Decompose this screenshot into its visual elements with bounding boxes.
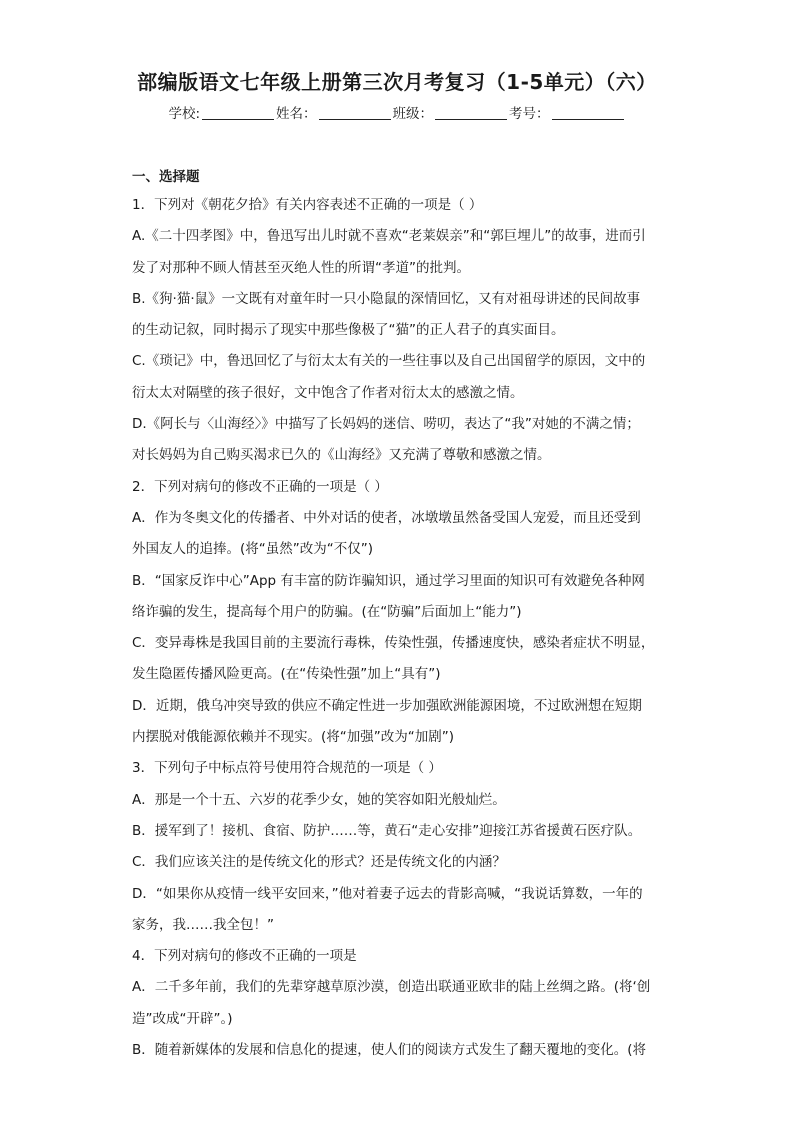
text-line: 4．下列对病句的修改不正确的一项是 xyxy=(132,948,357,965)
text-line: 2．下列对病句的修改不正确的一项是（ ） xyxy=(132,478,388,495)
text-line: B．“国家反诈中心”App 有丰富的防诈骗知识，通过学习里面的知识可有效避免各种网 xyxy=(132,572,645,589)
text-line: A．作为冬奥文化的传播者、中外对话的使者，冰墩墩虽然备受国人宠爱，而且还受到 xyxy=(132,509,641,526)
exam-number-label: 考号： xyxy=(509,106,550,122)
text-line: C.《琐记》中，鲁迅回忆了与衍太太有关的一些往事以及自己出国留学的原因，文中的 xyxy=(132,353,646,370)
text-line: 造”改成“开辟”。) xyxy=(132,1010,233,1027)
question-body xyxy=(132,166,672,1066)
text-line: 的生动记叙，同时揭示了现实中那些像极了“猫”的正人君子的真实面目。 xyxy=(132,322,565,339)
student-info-row xyxy=(0,102,794,122)
text-line: 3．下列句子中标点符号使用符合规范的一项是（ ） xyxy=(132,760,442,777)
text-line: 内摆脱对俄能源依赖并不现实。(将“加强”改为“加剧”) xyxy=(132,729,455,746)
text-line: 1．下列对《朝花夕拾》有关内容表述不正确的一项是（ ） xyxy=(132,197,483,213)
text-line: 发生隐匿传播风险更高。(在“传染性强”加上“具有”) xyxy=(132,666,441,683)
section-heading: 一、选择题 xyxy=(132,169,200,185)
school-blank xyxy=(202,105,274,120)
text-line: 络诈骗的发生，提高每个用户的防骗。(在“防骗”后面加上“能力”) xyxy=(132,603,522,620)
name-blank xyxy=(319,105,391,120)
text-line: A．二千多年前，我们的先辈穿越草原沙漠，创造出联通亚欧非的陆上丝绸之路。(将‘创 xyxy=(132,979,651,996)
text-line: D．“如果你从疫情一线平安回来，”他对着妻子远去的背影高喊，“我说话算数，一年的 xyxy=(132,885,643,902)
text-line: C．我们应该关注的是传统文化的形式？还是传统文化的内涵？ xyxy=(132,854,506,871)
text-line: C．变异毒株是我国目前的主要流行毒株，传染性强，传播速度快，感染者症状不明显， xyxy=(132,635,655,652)
exam-number-blank xyxy=(552,105,624,120)
text-line: B．随着新媒体的发展和信息化的提速，使人们的阅读方式发生了翻天覆地的变化。(将 xyxy=(132,1042,647,1059)
text-line: B．援军到了！接机、食宿、防护……等，黄石“走心安排”迎接江苏省援黄石医疗队。 xyxy=(132,822,642,839)
text-line: 衍太太对隔壁的孩子很好，文中饱含了作者对衍太太的感激之情。 xyxy=(132,384,524,401)
school-label: 学校: xyxy=(168,106,201,122)
exam-title: 部编版语文七年级上册第三次月考复习（1-5单元）（六） xyxy=(137,70,657,94)
text-line: 对长妈妈为自己购买渴求已久的《山海经》又充满了尊敬和感激之情。 xyxy=(132,447,551,464)
text-line: D．近期，俄乌冲突导致的供应不确定性进一步加强欧洲能源困境，不过欧洲想在短期 xyxy=(132,697,642,714)
class-label: 班级： xyxy=(392,106,434,122)
text-line: 发了对那种不顾人情甚至灭绝人性的所谓“孝道”的批判。 xyxy=(132,259,470,276)
name-label: 姓名： xyxy=(276,106,317,122)
text-line: D.《阿长与〈山海经〉》中描写了长妈妈的迷信、唠叨，表达了“我”对她的不满之情； xyxy=(132,416,640,433)
text-line: 外国友人的追捧。(将“虽然”改为“不仅”) xyxy=(132,541,374,558)
text-line: A．那是一个十五、六岁的花季少女，她的笑容如阳光般灿烂。 xyxy=(132,791,506,808)
question-lines xyxy=(132,190,672,1066)
text-line: B.《狗·猫·鼠》一文既有对童年时一只小隐鼠的深情回忆，又有对祖母讲述的民间故事 xyxy=(132,290,641,307)
text-line: 家务，我……我全包！” xyxy=(132,916,274,933)
class-blank xyxy=(435,105,507,120)
text-line: A.《二十四孝图》中，鲁迅写出儿时就不喜欢“老莱娱亲”和“郭巨埋儿”的故事，进而引 xyxy=(132,228,646,245)
